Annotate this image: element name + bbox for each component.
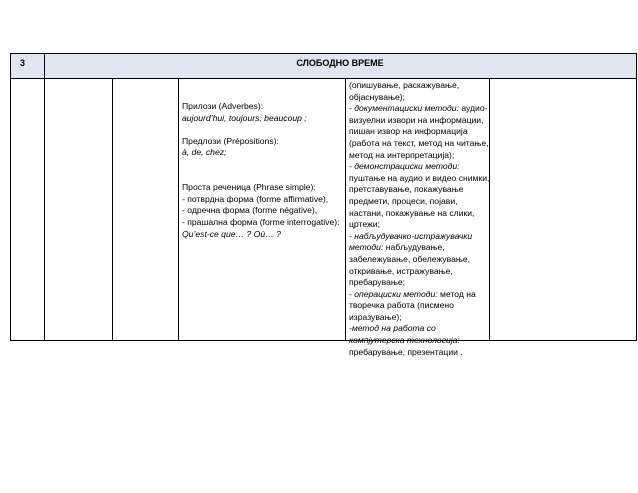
text-line — [349, 115, 489, 127]
text-fragment: - — [349, 103, 355, 114]
text-fragment: - одречна форма (forme négative), — [182, 205, 318, 216]
text-line — [349, 80, 489, 92]
theme-title: СЛОБОДНО ВРЕМЕ — [296, 58, 384, 68]
text-fragment: пребарување; — [349, 277, 405, 288]
text-line — [182, 101, 340, 113]
table-right-border — [636, 53, 637, 341]
text-fragment: aujourd’hui, toujours, beaucoup ; — [182, 112, 307, 123]
table-left-border — [10, 53, 11, 341]
text-fragment: пишан извор на информација — [349, 126, 468, 137]
text-fragment: цртежи; — [349, 219, 380, 230]
text-fragment: компјутерска технологија: — [349, 335, 460, 346]
text-line — [349, 231, 489, 243]
text-fragment: Qu’est-ce que… ? Où… ? — [182, 228, 281, 239]
text-fragment: - — [349, 288, 355, 299]
text-fragment: забележување, обележување, — [349, 253, 470, 264]
text-fragment: творечка работа (писмено — [349, 300, 454, 311]
text-fragment: -метод на работа со — [349, 323, 436, 334]
column-divider-3 — [178, 78, 179, 341]
text-fragment: изразување); — [349, 311, 402, 322]
text-line — [349, 196, 489, 208]
text-line — [349, 347, 489, 359]
text-fragment: (опишување, раскажување, — [349, 80, 460, 90]
text-fragment: - демонстрациски методи: — [349, 161, 460, 172]
text-line — [349, 208, 489, 220]
text-line — [349, 126, 489, 138]
text-fragment: метод на — [437, 288, 476, 299]
text-fragment: набљудување, — [383, 242, 445, 253]
text-fragment: откривање, истражување, — [349, 265, 453, 276]
text-fragment: à, de, chez; — [182, 147, 227, 158]
text-fragment: - прашална форма (forme interrogative): — [182, 216, 340, 227]
text-line — [349, 242, 489, 254]
text-line — [349, 150, 489, 162]
text-line — [349, 173, 489, 185]
text-fragment: Предлози (Prépositions): — [182, 135, 279, 146]
column-divider-2 — [112, 78, 113, 341]
content-column-text — [182, 101, 340, 240]
text-fragment: пуштање на аудио и видео снимки, — [349, 172, 490, 183]
text-fragment: методи: — [349, 242, 384, 253]
text-line — [349, 277, 489, 289]
column-divider-1 — [44, 53, 45, 341]
text-line — [182, 171, 340, 183]
text-fragment: аудио- — [458, 103, 488, 114]
text-line — [182, 113, 340, 125]
text-fragment: настани, покажување на слики, — [349, 207, 475, 218]
text-fragment: метод на интерпретација); — [349, 149, 455, 160]
text-line — [349, 323, 489, 335]
text-fragment: пребарување, презентации . — [349, 346, 463, 357]
text-fragment: Прилози (Adverbes): — [182, 101, 264, 111]
text-line — [349, 138, 489, 150]
text-line — [182, 182, 340, 194]
text-line — [349, 103, 489, 115]
table-bottom-border — [10, 340, 636, 341]
text-line — [182, 147, 340, 159]
column-divider-4 — [345, 78, 346, 341]
text-fragment: Проста реченица (Phrase simple): — [182, 182, 316, 193]
header-bottom-border — [10, 78, 636, 79]
text-line — [182, 217, 340, 229]
text-line — [182, 229, 340, 241]
text-fragment: (работа на текст, метод на читање, — [349, 137, 489, 148]
theme-number: 3 — [20, 58, 26, 68]
text-line — [182, 194, 340, 206]
text-fragment: објаснување); — [349, 91, 405, 102]
text-line — [349, 161, 489, 173]
text-fragment: предмети, процеси, појави, — [349, 195, 458, 206]
text-line — [349, 312, 489, 324]
text-fragment: - потврдна форма (forme affirmative), — [182, 193, 329, 204]
text-line — [182, 124, 340, 136]
text-line — [182, 205, 340, 217]
text-line — [349, 266, 489, 278]
text-line — [349, 289, 489, 301]
text-fragment: - набљудувачко-истражувачки — [349, 230, 473, 241]
table-top-border — [10, 53, 636, 54]
text-fragment: операциски методи: — [354, 288, 438, 299]
text-line — [182, 159, 340, 171]
methods-column-text — [349, 80, 489, 358]
text-fragment: документациски методи: — [354, 103, 459, 114]
text-fragment: визуелни извори на информации, — [349, 114, 484, 125]
text-line — [349, 92, 489, 104]
text-line — [182, 136, 340, 148]
text-line — [349, 184, 489, 196]
text-line — [349, 335, 489, 347]
text-line — [349, 219, 489, 231]
text-line — [349, 300, 489, 312]
text-fragment: претставување, покажување — [349, 184, 464, 195]
text-line — [349, 254, 489, 266]
